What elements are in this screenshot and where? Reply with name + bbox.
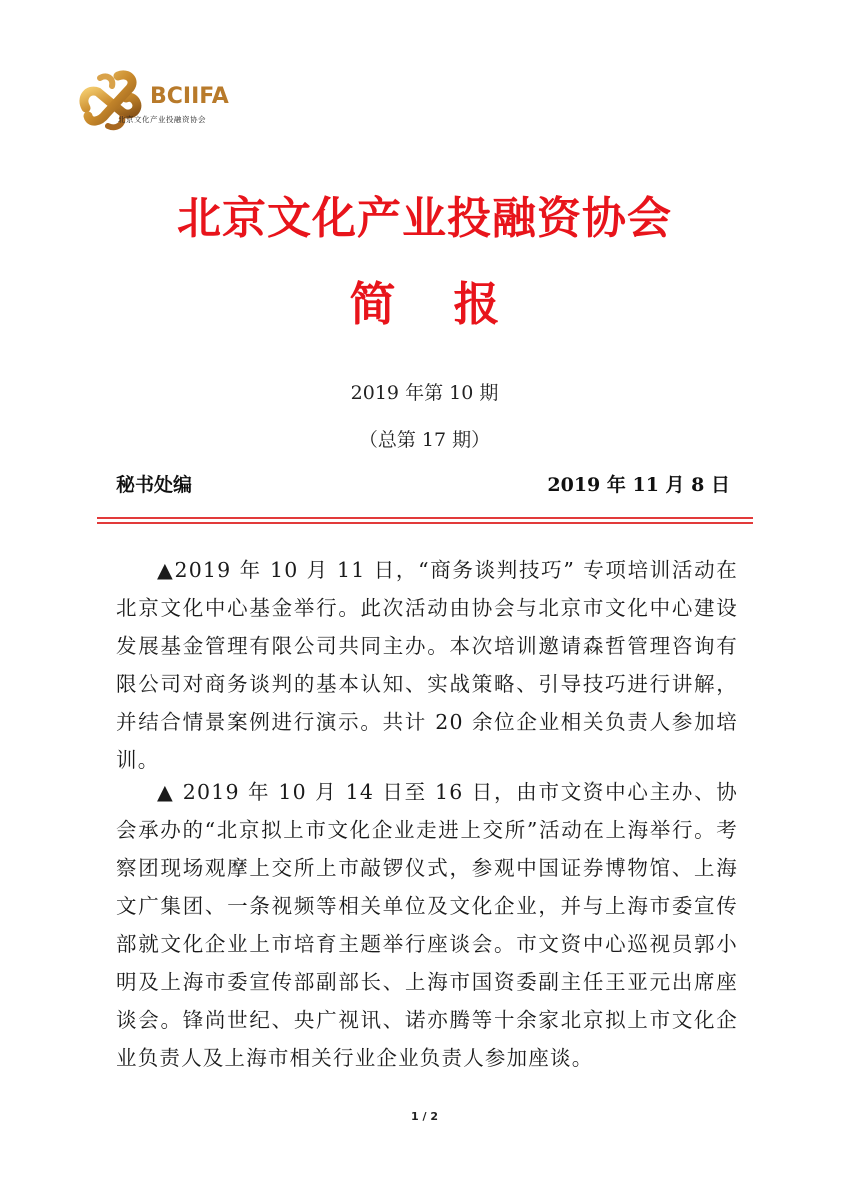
logo-brand-text: BCIIFA <box>150 84 229 109</box>
red-divider-line <box>97 517 753 519</box>
red-divider-line <box>97 522 753 524</box>
news-paragraph: ▲ 2019 年 10 月 14 日至 16 日，由市文资中心主办、协会承办的“北京拟上市文化企业走进上交所”活动在上海举行。考察团现场观摩上交所上市敲锣仪式，参观中国证券博物馆、上海文广集团、一条视频等相关单位及文化企业，并与上海市委宣传部就文化企业上市培育主题举行座谈会。市文资中心巡视员郭小明及上海市委宣传部副部长、上海市国资委副主任王亚元出席座谈会。锋尚世纪、央广视讯、诺亦腾等十余家北京拟上市文化企业负责人及上海市相关行业企业负责人参加座谈。 <box>116 780 738 1070</box>
issue-number: 2019 年第 10 期 <box>350 382 499 404</box>
news-paragraph: ▲2019 年 10 月 11 日，“商务谈判技巧” 专项培训活动在北京文化中心基金举行。此次活动由协会与北京市文化中心建设发展基金管理有限公司共同主办。本次培训邀请森哲管理咨询有限公司对商务谈判的基本认知、实战策略、引导技巧进行讲解，并结合情景案例进行演示。共计 20 余位企业相关负责人参加培训。 <box>116 558 738 772</box>
bciifa-logo <box>78 68 268 134</box>
organization-title: 北京文化产业投融资协会 <box>177 193 672 244</box>
document-type-title: 简报 <box>349 277 558 331</box>
editor-label: 秘书处编 <box>116 474 193 496</box>
total-issue-number: （总第 17 期） <box>358 429 491 451</box>
page-number: 1 / 2 <box>411 1110 438 1123</box>
publish-date: 2019 年 11 月 8 日 <box>547 474 730 496</box>
logo-subtitle: 北京文化产业投融资协会 <box>118 115 206 124</box>
